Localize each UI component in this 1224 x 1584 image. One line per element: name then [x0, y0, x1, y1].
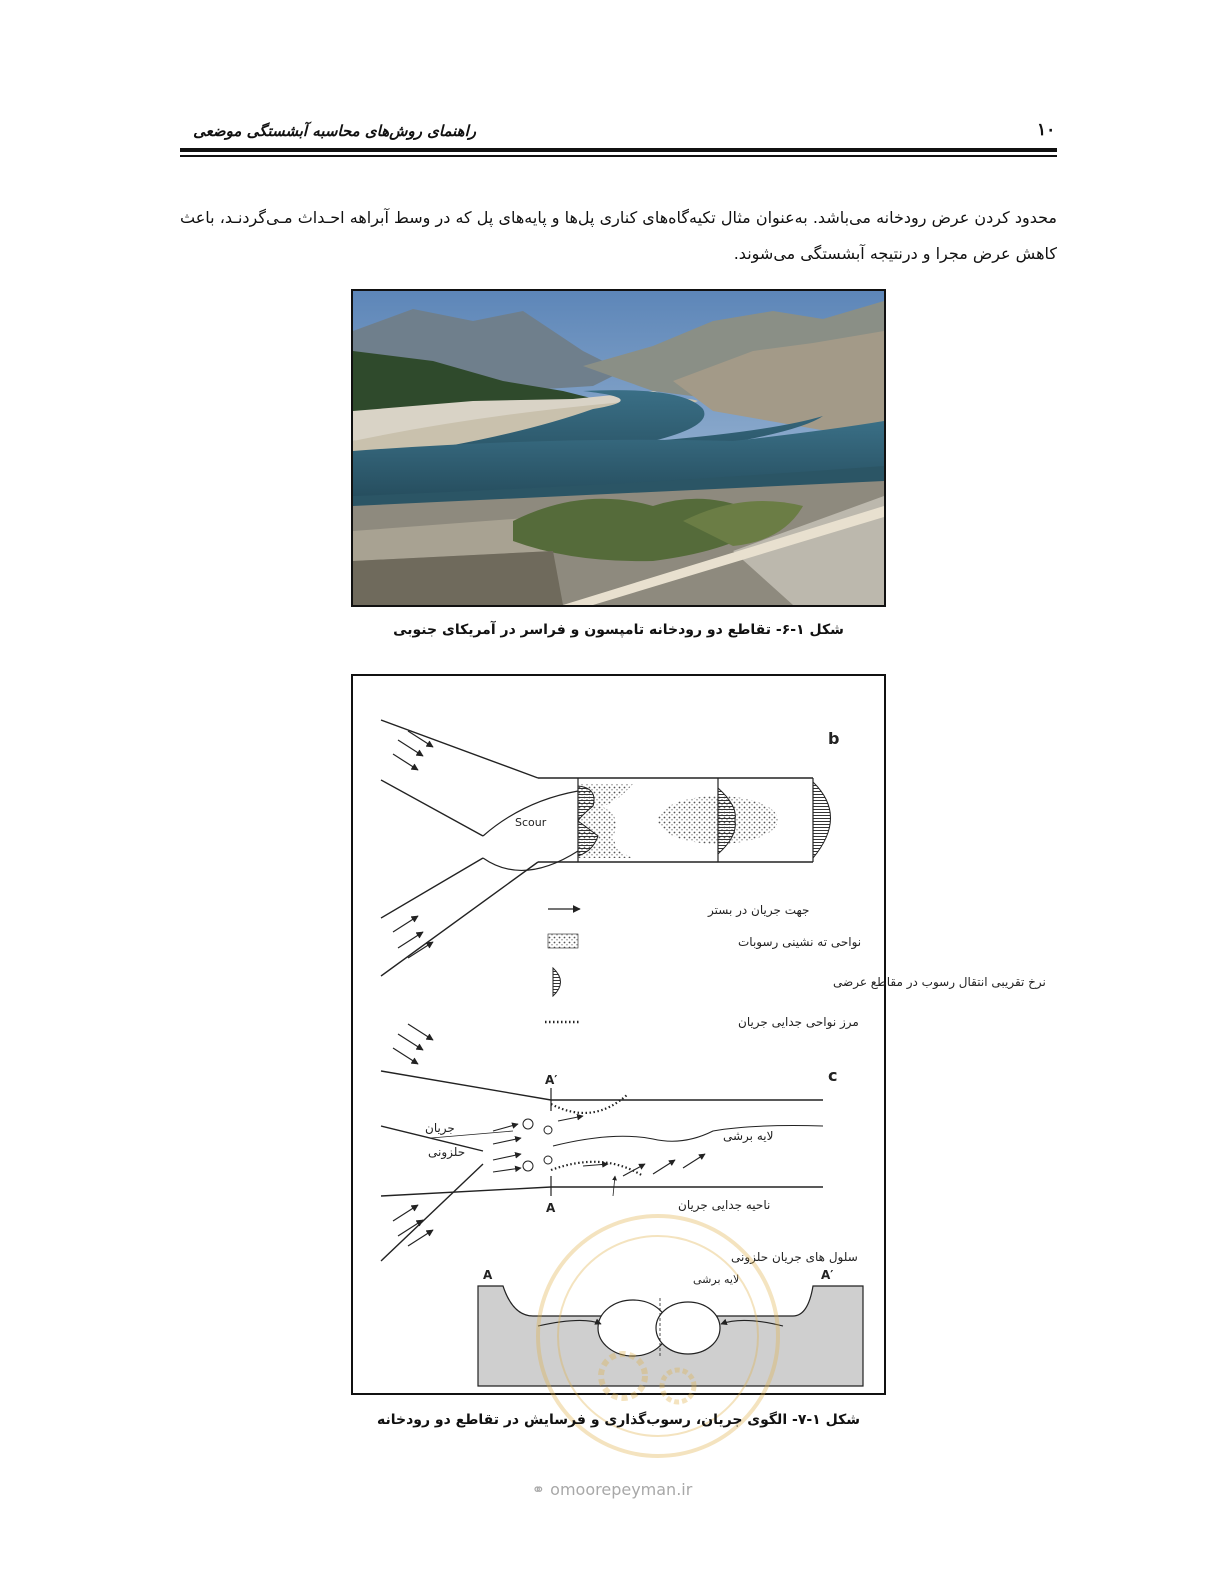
legend [545, 903, 1046, 1030]
label-spiral-cells: سلول های جریان حلزونی [731, 1250, 858, 1264]
figure-1-caption: شکل ۱-۶- تقاطع دو رودخانه تامپسون و فراسر در آمریکای جنوبی [393, 622, 844, 638]
panel-b-letter: b [828, 729, 840, 748]
legend-item-4: مرز نواحی جدایی جریان [738, 1015, 859, 1029]
body-paragraph: محدود کردن عرض رودخانه می‌باشد. به‌عنوان مثال تکیه‌گاه‌های کناری پل‌ها و پایه‌های پل که در وسط آبراهه احـداث مـی‌گردنـد، باعث کاهش عرض مجرا و درنتیجه آبشستگی می‌شوند. [180, 208, 1057, 263]
deposition-swatch-icon [548, 934, 578, 948]
label-shear-layer: لایه برشی [723, 1129, 774, 1143]
figure-2-caption: شکل ۱-۷- الگوی جریان، رسوب‌گذاری و فرسایش در تقاطع دو رودخانه [376, 1412, 860, 1428]
legend-item-2: نواحی ته نشینی رسوبات [738, 935, 862, 949]
label-spiral-flow-2: حلزونی [428, 1145, 466, 1159]
label-section-shear-layer: لایه برشی [693, 1273, 740, 1286]
legend-item-1: جهت جریان در بستر [708, 903, 810, 917]
label-a-bottom: A [546, 1201, 556, 1215]
label-separation-zone: ناحیه جدایی جریان [678, 1198, 771, 1212]
page-number: ۱۰ [1037, 120, 1056, 140]
globe-icon: ⚭ [531, 1480, 546, 1499]
section-label-a: A [483, 1268, 493, 1282]
river-confluence-photo [351, 289, 886, 607]
transport-rate-swatch-icon [553, 968, 561, 996]
legend-item-3: نرخ تقریبی انتقال رسوب در مقاطع عرضی [833, 975, 1046, 989]
flow-pattern-schematic [353, 676, 1046, 1393]
landscape-illustration [353, 291, 884, 605]
cross-section [478, 1250, 863, 1386]
section-label-a-prime: A′ [821, 1268, 834, 1282]
panel-c-letter: c [828, 1066, 838, 1085]
header-rule-thin [180, 155, 1057, 157]
label-spiral-flow-1: جریان [425, 1121, 455, 1135]
scour-label: Scour [515, 816, 547, 829]
site-watermark [0, 1480, 1224, 1499]
watermark-text: omoorepeyman.ir [550, 1480, 693, 1499]
header-rule-thick [180, 148, 1057, 152]
confluence-flow-diagram [351, 674, 1046, 1395]
label-a-prime-top: A′ [545, 1073, 558, 1087]
running-header-title: راهنمای روش‌های محاسبه آبشستگی موضعی [193, 122, 476, 140]
